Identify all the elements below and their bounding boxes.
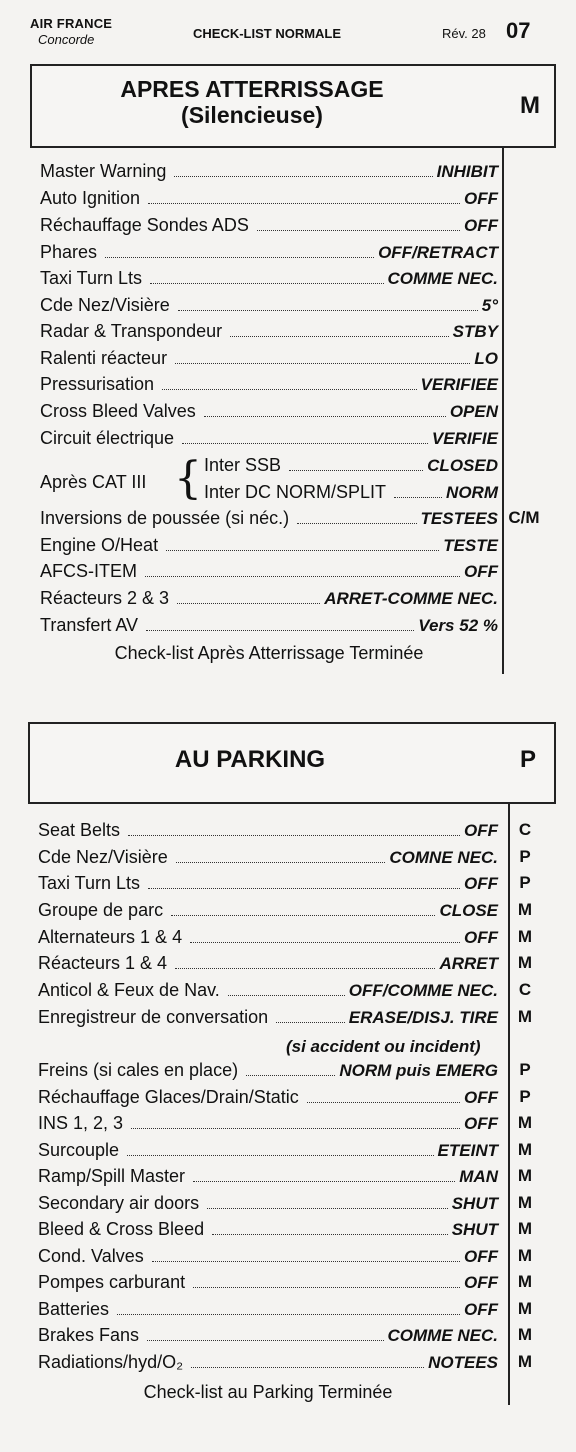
item-value: NORM [446,483,498,502]
leader-dots [147,1339,383,1341]
item-crew-code: P [519,1087,531,1106]
item-value: SHUT [451,1220,498,1239]
checklist-item [38,1193,498,1214]
section-title-box-apres-atterrissage [30,64,556,148]
leader-dots [175,967,435,969]
leader-dots [182,442,428,444]
item-label: Phares [40,242,98,262]
item-value: OFF [464,821,498,840]
section-title [32,76,472,129]
item-value: LO [474,349,498,368]
item-value: OFF/COMME NEC. [348,981,498,1000]
checklist-title: CHECK-LIST NORMALE [193,26,342,41]
item-value: OFF [464,928,498,947]
checklist-item [40,535,498,556]
leader-dots [307,1101,460,1103]
checklist-item [40,508,498,529]
checklist-item [40,428,498,449]
checklist-item [38,1140,498,1161]
leader-dots [117,1313,460,1315]
checklist-item [40,295,498,316]
item-value: TESTE [443,536,498,555]
section-title-line2: (Silencieuse) [181,102,323,129]
item-label: Ramp/Spill Master [38,1166,186,1186]
item-label: Cond. Valves [38,1246,144,1266]
checklist-item [38,873,498,894]
leader-dots [178,309,478,311]
cat3-item [204,482,498,503]
item-label: Brakes Fans [38,1325,140,1345]
item-crew-code: M [517,1193,533,1212]
section-crew-code: P [520,746,537,773]
item-label: Inter DC NORM/SPLIT [204,482,387,502]
item-value: COMME NEC. [387,1326,498,1345]
item-label: Pompes carburant [38,1272,186,1292]
item-label: Taxi Turn Lts [40,268,143,288]
item-label: Réacteurs 1 & 4 [38,953,168,973]
item-crew-code: M [517,1272,533,1291]
checklist-item [38,953,498,974]
section-title: AU PARKING [174,746,326,773]
leader-dots [276,1021,345,1023]
airline-name: AIR FRANCE [30,16,113,31]
item-value: CLOSED [427,456,498,475]
item-label: Inversions de poussée (si néc.) [40,508,290,528]
cat3-label: Après CAT III [40,472,147,492]
item-label: Anticol & Feux de Nav. [38,980,220,1000]
page-header [0,0,576,60]
leader-dots [146,629,414,631]
item-crew-code: M [517,1299,533,1318]
item-label: Freins (si cales en place) [38,1060,239,1080]
item-crew-code: M [517,900,533,919]
leader-dots [394,496,442,498]
item-label: Circuit électrique [40,428,175,448]
item-label: Alternateurs 1 & 4 [38,927,183,947]
item-value: STBY [452,322,498,341]
item-label: Engine O/Heat [40,535,159,555]
item-value: OFF [464,1088,498,1107]
checklist-item [38,1352,498,1373]
checklist-item [40,615,498,636]
checklist-item [40,401,498,422]
leader-dots [148,887,460,889]
checklist-item [38,900,498,921]
leader-dots [177,602,320,604]
item-label: Réchauffage Glaces/Drain/Static [38,1087,299,1107]
checklist-item [40,588,498,609]
checklist-item [40,321,498,342]
item-crew-code: C/M [508,508,540,527]
leader-dots [190,941,460,943]
item-value: OFF/RETRACT [378,243,498,262]
item-value: SHUT [451,1194,498,1213]
checklist-item [38,820,498,841]
leader-dots [127,1154,433,1156]
page-number: 07 [506,18,531,43]
item-label: INS 1, 2, 3 [38,1113,124,1133]
item-crew-code: P [519,873,531,892]
item-value: OFF [464,216,498,235]
item-value: VERIFIE [431,429,498,448]
item-label: Transfert AV [40,615,139,635]
aircraft-model: Concorde [38,32,95,47]
item-label: Enregistreur de conversation [38,1007,269,1027]
checklist-item [38,847,498,868]
item-value: ERASE/DISJ. TIRE [348,1008,498,1027]
item-label: Radiations/hyd/O₂ [38,1352,184,1372]
section1-footer: Check-list Après Atterrissage Terminée [114,643,424,663]
leader-dots [246,1074,335,1076]
item-value: OFF [464,874,498,893]
item-crew-code: M [517,1352,533,1371]
leader-dots [145,575,460,577]
checklist-item [40,268,498,289]
cat3-item [204,455,498,476]
item-value: OFF [464,189,498,208]
section-divider-line [502,146,504,674]
item-label: Réacteurs 2 & 3 [40,588,170,608]
leader-dots [289,469,423,471]
section-title-box-au-parking [28,722,556,804]
checklist-item [40,242,498,263]
leader-dots [131,1127,460,1129]
checklist-item [40,161,498,182]
leader-dots [228,994,345,996]
item-value: OFF [464,1273,498,1292]
leader-dots [175,362,470,364]
revision-number: Rév. 28 [442,26,486,41]
item-label: Taxi Turn Lts [38,873,141,893]
brace-symbol: { [174,453,202,504]
item-value: CLOSE [439,901,498,920]
checklist-item [38,1325,498,1346]
item-value: VERIFIEE [420,375,498,394]
checklist-item [38,1007,498,1028]
checklist-item [38,1113,498,1134]
leader-dots [193,1180,455,1182]
item-label: Seat Belts [38,820,121,840]
item-label: Radar & Transpondeur [40,321,223,341]
item-value: OPEN [449,402,498,421]
leader-dots [166,549,439,551]
leader-dots [174,175,432,177]
item-value: OFF [464,562,498,581]
item-label: Groupe de parc [38,900,164,920]
leader-dots [152,1260,460,1262]
item-crew-code: M [517,1246,533,1265]
item-value: MAN [459,1167,498,1186]
section2-footer: Check-list au Parking Terminée [143,1382,393,1402]
item-crew-code: P [519,847,531,866]
item-label: Cross Bleed Valves [40,401,196,421]
item-label: Master Warning [40,161,167,181]
section-crew-code: M [520,92,540,119]
checklist-item [38,1272,498,1293]
item-value: COMNE NEC. [389,848,498,867]
leader-dots [207,1207,448,1209]
leader-dots [193,1286,460,1288]
checklist-item [40,374,498,395]
item-value: INHIBIT [436,162,498,181]
checklist-item [38,1060,498,1081]
leader-dots [212,1233,448,1235]
checklist-item [40,188,498,209]
checklist-item [40,348,498,369]
item-label: Batteries [38,1299,110,1319]
leader-dots [176,861,386,863]
item-label: AFCS-ITEM [40,561,137,581]
item-crew-code: M [517,953,533,972]
leader-dots [204,415,446,417]
leader-dots [230,335,449,337]
item-value: Vers 52 % [418,616,498,635]
item-crew-code: M [517,927,533,946]
item-label: Cde Nez/Visière [38,847,168,867]
item-value: OFF [464,1247,498,1266]
item-value: NORM puis EMERG [339,1061,498,1080]
item-value: TESTEES [420,509,498,528]
conversation-recorder-note: (si accident ou incident) [286,1037,481,1056]
section-title-line1: APRES ATTERRISSAGE [120,76,384,102]
item-value: ARRET [439,954,498,973]
item-crew-code: M [517,1325,533,1344]
item-value: COMME NEC. [387,269,498,288]
leader-dots [148,202,460,204]
leader-dots [257,229,460,231]
item-label: Secondary air doors [38,1193,200,1213]
item-value: ARRET-COMME NEC. [324,589,498,608]
item-value: 5° [481,296,498,315]
checklist-item [40,215,498,236]
item-crew-code: C [518,980,532,999]
item-crew-code: C [518,820,532,839]
item-crew-code: M [517,1219,533,1238]
item-value: OFF [464,1300,498,1319]
checklist-item [38,980,498,1001]
leader-dots [105,256,374,258]
item-crew-code: M [517,1166,533,1185]
leader-dots [162,388,416,390]
item-label: Pressurisation [40,374,155,394]
item-label: Auto Ignition [40,188,141,208]
checklist-item [38,1219,498,1240]
item-value: ETEINT [437,1141,498,1160]
leader-dots [297,522,416,524]
checklist-item [38,1299,498,1320]
item-label: Surcouple [38,1140,120,1160]
item-label: Ralenti réacteur [40,348,168,368]
leader-dots [171,914,435,916]
item-crew-code: P [519,1060,531,1079]
item-label: Inter SSB [204,455,282,475]
checklist-item [38,1166,498,1187]
checklist-item [38,1246,498,1267]
item-label: Bleed & Cross Bleed [38,1219,205,1239]
leader-dots [191,1366,424,1368]
item-crew-code: M [517,1007,533,1026]
item-label: Réchauffage Sondes ADS [40,215,249,235]
item-crew-code: M [517,1140,533,1159]
checklist-item [38,927,498,948]
checklist-item [40,561,498,582]
leader-dots [128,834,460,836]
item-value: NOTEES [428,1353,498,1372]
checklist-item [38,1087,498,1108]
item-value: OFF [464,1114,498,1133]
leader-dots [150,282,383,284]
item-crew-code: M [517,1113,533,1132]
item-label: Cde Nez/Visière [40,295,170,315]
